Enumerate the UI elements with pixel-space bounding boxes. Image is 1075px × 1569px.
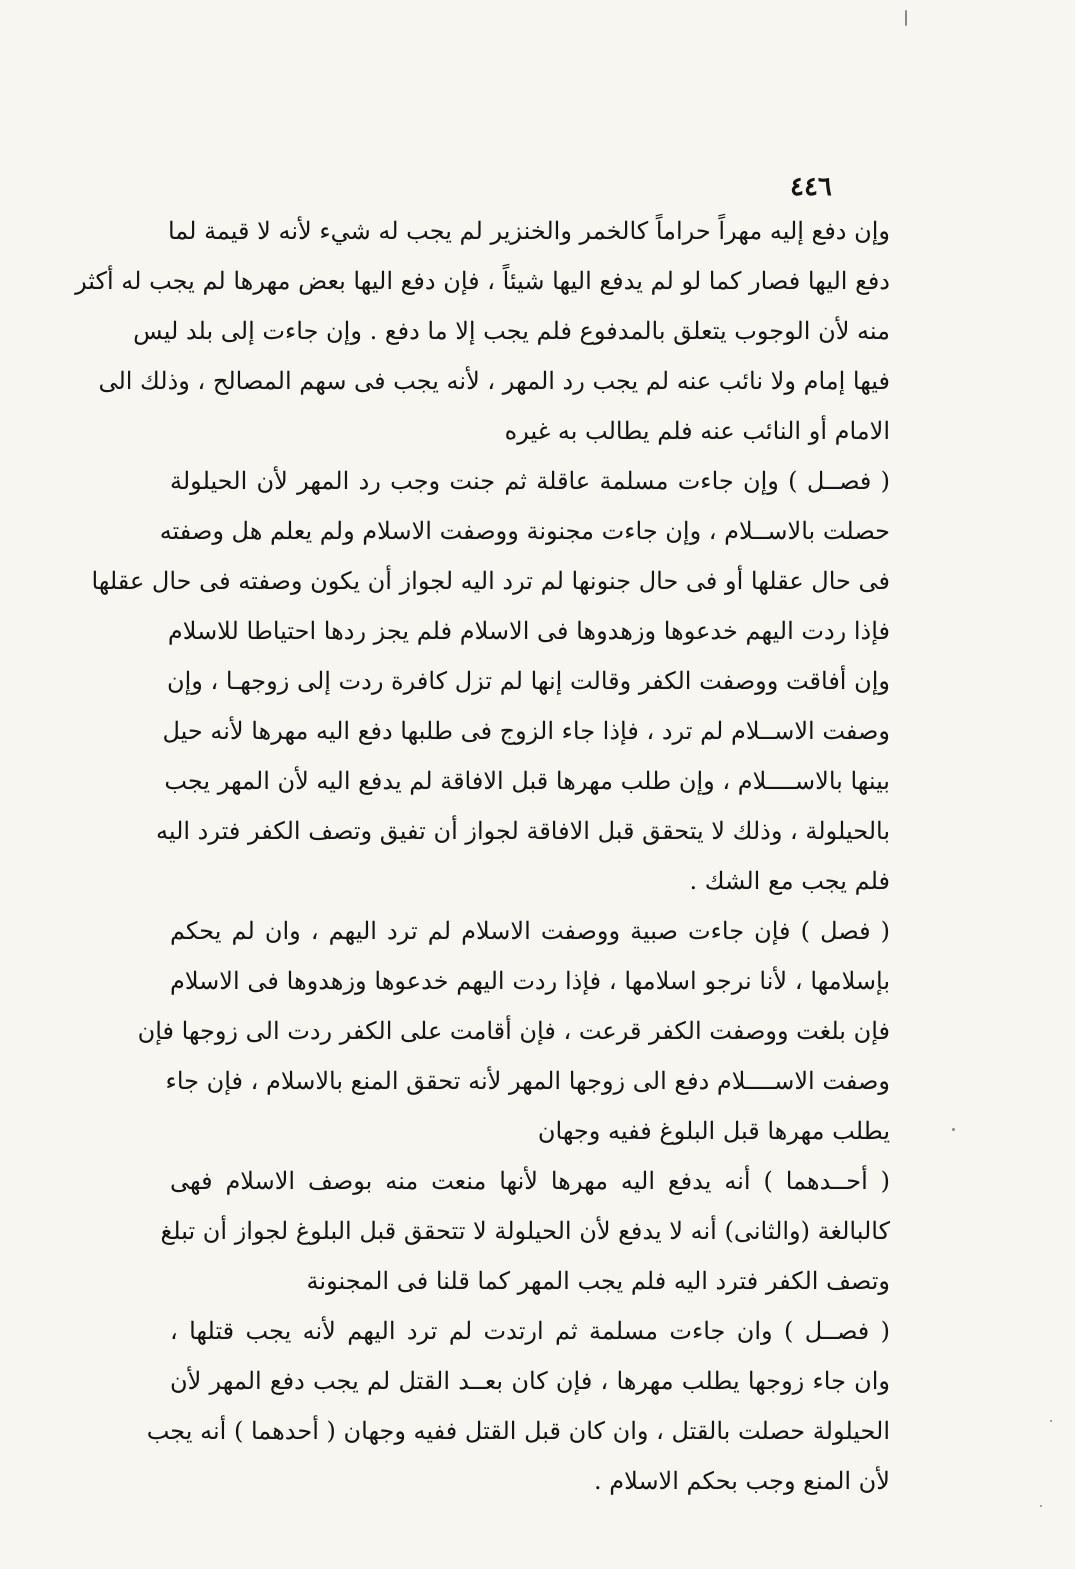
text-line: دفع اليها فصار كما لو لم يدفع اليها شيئاً ، فإن دفع اليها بعض مهرها لم يجب له أكثر [75, 267, 890, 295]
paper-speck [1050, 1420, 1052, 1422]
text-line: منه لأن الوجوب يتعلق بالمدفوع فلم يجب إلا ما دفع . وإن جاءت إلى بلد ليس [133, 317, 890, 345]
body-text [75, 206, 890, 1506]
section-heading-line: ( فصــل ) وان جاءت مسلمة ثم ارتدت لم ترد اليهم لأنه يجب قتلها ، [170, 1317, 890, 1345]
text-line: فيها إمام ولا نائب عنه لم يجب رد المهر ، لأنه يجب فى سهم المصالح ، وذلك الى [98, 367, 890, 395]
text-line: الامام أو النائب عنه فلم يطالب به غيره [504, 417, 890, 445]
text-line: فإذا ردت اليهم خدعوها وزهدوها فى الاسلام فلم يجز ردها احتياطا للاسلام [167, 617, 890, 645]
section-heading-line: ( فصل ) فإن جاءت صبية ووصفت الاسلام لم ترد اليهم ، وان لم يحكم [170, 917, 890, 945]
text-line: كالبالغة (والثانى) أنه لا يدفع لأن الحيلولة لا تتحقق قبل البلوغ لجواز أن تبلغ [160, 1217, 890, 1245]
text-line: حصلت بالاســلام ، وإن جاءت مجنونة ووصفت الاسلام ولم يعلم هل وصفته [159, 517, 890, 545]
text-line: وإن دفع إليه مهراً حراماً كالخمر والخنزير لم يجب له شيء لأنه لا قيمة لما [167, 217, 890, 245]
text-line: فى حال عقلها أو فى حال جنونها لم ترد اليه لجواز أن يكون وصفته فى حال عقلها [91, 567, 890, 595]
text-line: وإن أفاقت ووصفت الكفر وقالت إنها لم تزل كافرة ردت إلى زوجهـا ، وإن [167, 667, 890, 695]
text-line: وان جاء زوجها يطلب مهرها ، فإن كان بعــد القتل لم يجب دفع المهر لأن [170, 1367, 890, 1395]
text-line: يطلب مهرها قبل البلوغ ففيه وجهان [537, 1117, 890, 1145]
text-line: وتصف الكفر فترد اليه فلم يجب المهر كما قلنا فى المجنونة [306, 1267, 890, 1295]
text-line: فلم يجب مع الشك . [689, 867, 890, 895]
page-number: ٤٤٦ [790, 172, 832, 202]
text-line: وصفت الاســلام لم ترد ، فإذا جاء الزوج فى طلبها دفع اليه مهرها لأنه حيل [162, 717, 890, 745]
text-line: فإن بلغت ووصفت الكفر قرعت ، فإن أقامت على الكفر ردت الى زوجها فإن [137, 1017, 890, 1045]
text-line: بإسلامها ، لأنا نرجو اسلامها ، فإذا ردت اليهم خدعوها وزهدوها فى الاسلام [170, 967, 890, 995]
text-line: ( أحــدهما ) أنه يدفع اليه مهرها لأنها منعت منه بوصف الاسلام فهى [170, 1167, 890, 1195]
text-line: بالحيلولة ، وذلك لا يتحقق قبل الافاقة لجواز أن تفيق وتصف الكفر فترد اليه [155, 817, 890, 845]
text-line: لأن المنع وجب بحكم الاسلام . [594, 1467, 890, 1495]
section-heading-line: ( فصــل ) وإن جاءت مسلمة عاقلة ثم جنت وجب رد المهر لأن الحيلولة [170, 467, 890, 495]
text-line: وصفت الاســــلام دفع الى زوجها المهر لأنه تحقق المنع بالاسلام ، فإن جاء [165, 1067, 890, 1095]
paper-speck [1040, 1505, 1042, 1507]
text-line: الحيلولة حصلت بالقتل ، وان كان قبل القتل ففيه وجهان ( أحدهما ) أنه يجب [146, 1417, 890, 1445]
paper-speck [952, 1128, 955, 1131]
text-line: بينها بالاســــلام ، وإن طلب مهرها قبل الافاقة لم يدفع اليه لأن المهر يجب [164, 767, 890, 795]
paper-speck [905, 10, 907, 26]
